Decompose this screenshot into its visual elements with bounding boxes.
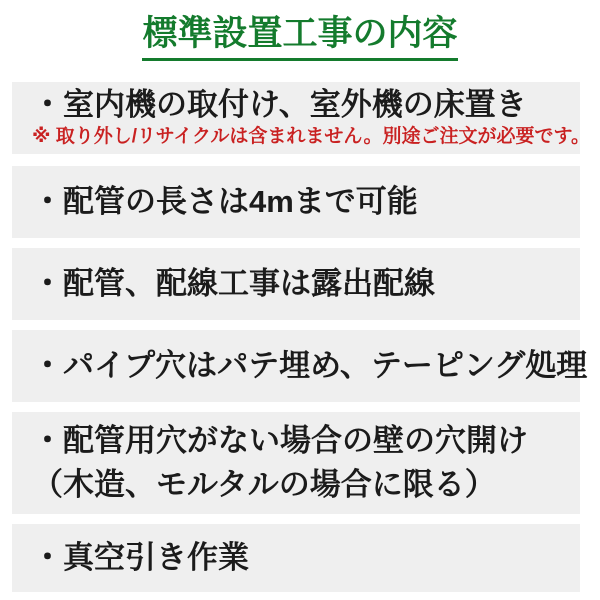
list-item-text: ・室内機の取付け、室外機の床置き bbox=[32, 87, 527, 123]
title-row bbox=[0, 0, 600, 61]
list-item-vacuum-work bbox=[12, 524, 580, 592]
list-item-text: ・配管、配線工事は露出配線 bbox=[32, 265, 435, 301]
list-item-text-line-2: （木造、モルタルの場合に限る） bbox=[32, 466, 496, 502]
list-item-text: ・真空引き作業 bbox=[32, 539, 249, 575]
list-item-text: ・配管の長さは4mまで可能 bbox=[32, 183, 418, 219]
list-item-exposed-wiring bbox=[12, 248, 580, 320]
list-item-text: ・パイプ穴はパテ埋め、テーピング処理 bbox=[32, 347, 588, 383]
list-item-wall-drilling bbox=[12, 412, 580, 514]
page-title: 標準設置工事の内容 bbox=[142, 12, 457, 61]
list-item-pipe-hole-sealing bbox=[12, 330, 588, 402]
list-item-text-line-1: ・配管用穴がない場合の壁の穴開け bbox=[32, 422, 528, 458]
list-item-disclaimer-note: ※ 取り外し/リサイクルは含まれません。別途ご注文が必要です。 bbox=[32, 126, 590, 148]
list-item-unit-mounting bbox=[12, 82, 590, 154]
list-item-pipe-length bbox=[12, 166, 580, 238]
